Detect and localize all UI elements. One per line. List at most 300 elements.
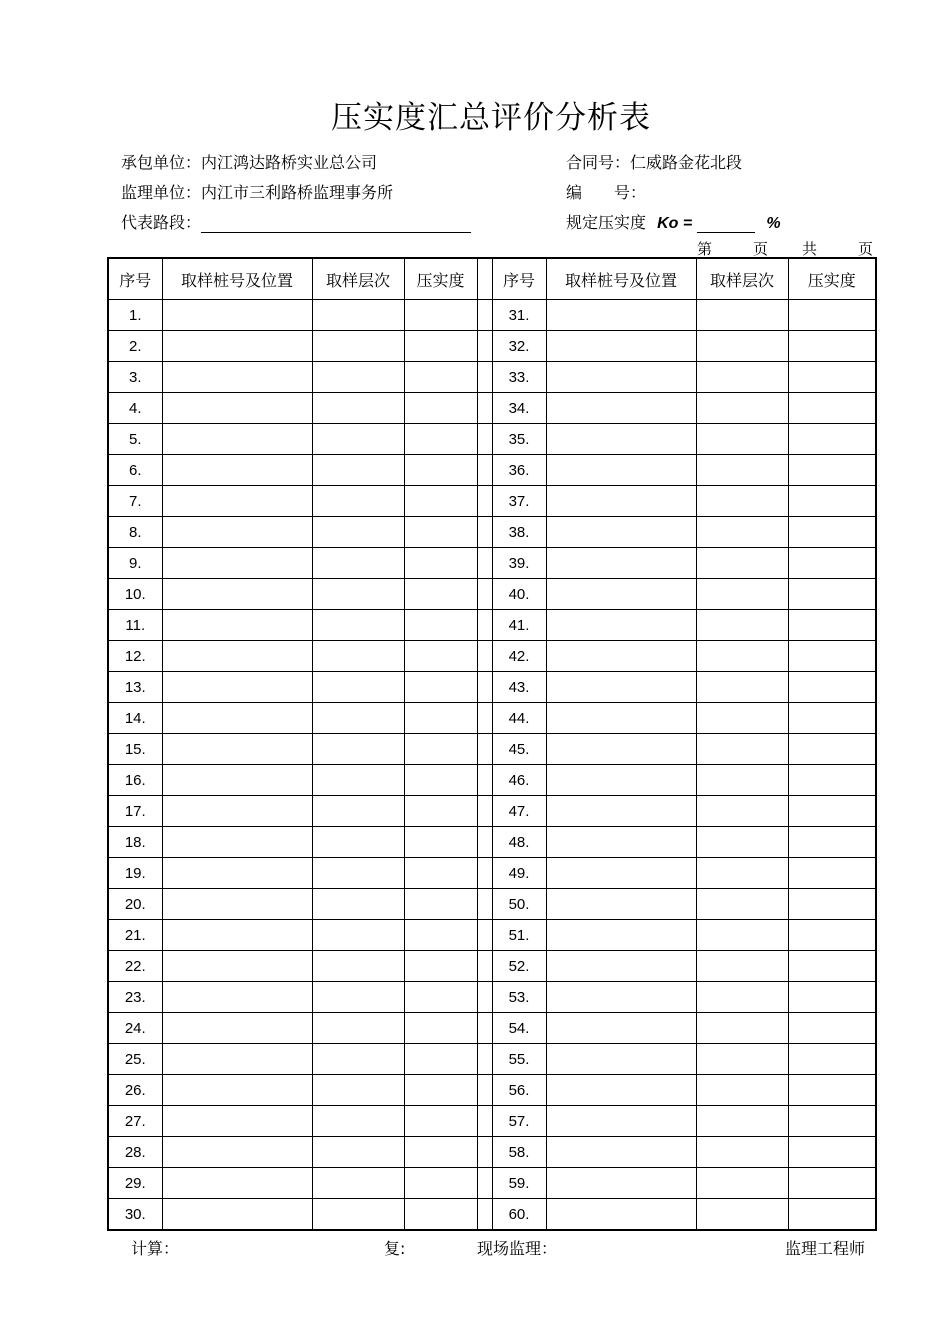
layer-cell (312, 362, 404, 393)
compaction-cell (788, 1075, 876, 1106)
contractor-value: 内江鸿达路桥实业总公司 (201, 153, 378, 172)
layer-cell (312, 982, 404, 1013)
station-cell (546, 982, 696, 1013)
compaction-cell (404, 672, 477, 703)
station-cell (546, 362, 696, 393)
compaction-cell (404, 951, 477, 982)
compaction-cell (404, 1199, 477, 1231)
station-cell (162, 734, 312, 765)
table-gap (477, 1168, 492, 1199)
station-cell (546, 1106, 696, 1137)
table-gap (477, 672, 492, 703)
station-cell (162, 796, 312, 827)
table-gap (477, 1199, 492, 1231)
table-row (108, 641, 876, 672)
table-gap (477, 1106, 492, 1137)
compaction-cell (788, 672, 876, 703)
layer-cell (696, 1044, 788, 1075)
compaction-cell (404, 424, 477, 455)
layer-cell (312, 703, 404, 734)
row-number: 34. (492, 393, 546, 424)
station-cell (162, 920, 312, 951)
row-number: 22. (108, 951, 162, 982)
ko-blank (697, 216, 755, 233)
station-cell (162, 982, 312, 1013)
row-number: 5. (108, 424, 162, 455)
compaction-cell (404, 1106, 477, 1137)
station-cell (162, 610, 312, 641)
row-number: 27. (108, 1106, 162, 1137)
row-number: 8. (108, 517, 162, 548)
table-gap (477, 610, 492, 641)
station-cell (546, 1168, 696, 1199)
station-cell (162, 641, 312, 672)
station-cell (546, 455, 696, 486)
table-gap (477, 920, 492, 951)
station-cell (546, 703, 696, 734)
table-gap (477, 424, 492, 455)
layer-cell (696, 1013, 788, 1044)
table-row (108, 300, 876, 331)
station-cell (162, 765, 312, 796)
row-number: 37. (492, 486, 546, 517)
layer-cell (696, 331, 788, 362)
station-cell (162, 331, 312, 362)
row-number: 20. (108, 889, 162, 920)
layer-cell (312, 889, 404, 920)
layer-cell (312, 1199, 404, 1231)
station-cell (162, 424, 312, 455)
row-number: 4. (108, 393, 162, 424)
compaction-cell (788, 920, 876, 951)
compaction-cell (788, 517, 876, 548)
compaction-cell (404, 703, 477, 734)
station-cell (162, 951, 312, 982)
layer-cell (696, 1199, 788, 1231)
compaction-cell (788, 827, 876, 858)
compaction-cell (404, 393, 477, 424)
compaction-cell (404, 548, 477, 579)
row-number: 32. (492, 331, 546, 362)
station-cell (546, 486, 696, 517)
station-cell (546, 579, 696, 610)
contract-value: 仁威路金花北段 (630, 153, 743, 172)
station-cell (546, 827, 696, 858)
compaction-cell (404, 331, 477, 362)
row-number: 2. (108, 331, 162, 362)
layer-cell (696, 982, 788, 1013)
compaction-cell (788, 610, 876, 641)
layer-cell (312, 951, 404, 982)
row-number: 40. (492, 579, 546, 610)
row-number: 47. (492, 796, 546, 827)
layer-cell (696, 393, 788, 424)
station-cell (546, 393, 696, 424)
layer-cell (312, 1137, 404, 1168)
layer-cell (696, 1106, 788, 1137)
table-row (108, 827, 876, 858)
table-row (108, 393, 876, 424)
station-cell (546, 796, 696, 827)
row-number: 54. (492, 1013, 546, 1044)
ko-label: Ko = (657, 215, 693, 232)
station-cell (546, 610, 696, 641)
table-gap (477, 734, 492, 765)
supervisor-line (121, 180, 393, 203)
layer-cell (696, 920, 788, 951)
table-row (108, 765, 876, 796)
row-number: 10. (108, 579, 162, 610)
table-gap (477, 1137, 492, 1168)
layer-cell (696, 486, 788, 517)
station-cell (546, 1075, 696, 1106)
layer-cell (312, 765, 404, 796)
header-seq: 序号 (492, 258, 546, 300)
table-gap (477, 1013, 492, 1044)
table-gap (477, 486, 492, 517)
station-cell (162, 486, 312, 517)
page-label: 第 (697, 240, 713, 258)
compaction-cell (788, 796, 876, 827)
row-number: 7. (108, 486, 162, 517)
station-cell (546, 858, 696, 889)
layer-cell (312, 393, 404, 424)
station-cell (162, 827, 312, 858)
row-number: 9. (108, 548, 162, 579)
table-row (108, 796, 876, 827)
compaction-cell (404, 1168, 477, 1199)
header-station: 取样桩号及位置 (162, 258, 312, 300)
table-gap (477, 641, 492, 672)
compaction-cell (404, 1044, 477, 1075)
table-row (108, 672, 876, 703)
row-number: 53. (492, 982, 546, 1013)
row-number: 30. (108, 1199, 162, 1231)
station-cell (546, 1044, 696, 1075)
station-cell (546, 765, 696, 796)
layer-cell (312, 1075, 404, 1106)
table-row (108, 1013, 876, 1044)
table-row (108, 734, 876, 765)
compaction-cell (404, 982, 477, 1013)
table-row (108, 486, 876, 517)
contractor-label: 承包单位： (121, 153, 202, 172)
row-number: 1. (108, 300, 162, 331)
table-gap (477, 517, 492, 548)
station-cell (162, 889, 312, 920)
row-number: 36. (492, 455, 546, 486)
station-cell (546, 672, 696, 703)
row-number: 46. (492, 765, 546, 796)
table-row (108, 858, 876, 889)
station-cell (546, 920, 696, 951)
row-number: 17. (108, 796, 162, 827)
compaction-cell (404, 889, 477, 920)
layer-cell (696, 362, 788, 393)
table-gap (477, 455, 492, 486)
row-number: 59. (492, 1168, 546, 1199)
layer-cell (312, 1044, 404, 1075)
supervisor-label: 监理单位： (121, 183, 202, 202)
table-row (108, 982, 876, 1013)
layer-cell (696, 889, 788, 920)
table-row (108, 362, 876, 393)
layer-cell (696, 734, 788, 765)
station-cell (162, 672, 312, 703)
row-number: 43. (492, 672, 546, 703)
layer-cell (312, 858, 404, 889)
compaction-cell (404, 579, 477, 610)
table-row (108, 331, 876, 362)
table-gap (477, 889, 492, 920)
row-number: 24. (108, 1013, 162, 1044)
total-unit: 页 (858, 240, 874, 258)
row-number: 21. (108, 920, 162, 951)
compaction-cell (404, 796, 477, 827)
table-gap (477, 1075, 492, 1106)
table-row (108, 1075, 876, 1106)
layer-cell (696, 672, 788, 703)
station-cell (546, 1199, 696, 1231)
layer-cell (696, 517, 788, 548)
compaction-cell (788, 858, 876, 889)
compaction-cell (788, 765, 876, 796)
table-row (108, 424, 876, 455)
header-compaction: 压实度 (788, 258, 876, 300)
row-number: 45. (492, 734, 546, 765)
row-number: 25. (108, 1044, 162, 1075)
station-cell (162, 1013, 312, 1044)
layer-cell (312, 672, 404, 703)
row-number: 57. (492, 1106, 546, 1137)
table-gap (477, 1044, 492, 1075)
layer-cell (312, 331, 404, 362)
compaction-cell (788, 889, 876, 920)
compaction-cell (404, 610, 477, 641)
station-cell (162, 1199, 312, 1231)
row-number: 42. (492, 641, 546, 672)
compaction-cell (788, 486, 876, 517)
header-layer: 取样层次 (696, 258, 788, 300)
contract-label: 合同号： (566, 153, 631, 172)
section-blank (201, 214, 471, 233)
spec-label: 规定压实度 (566, 213, 647, 232)
station-cell (546, 889, 696, 920)
compaction-cell (404, 765, 477, 796)
compaction-cell (404, 1137, 477, 1168)
compaction-cell (788, 362, 876, 393)
layer-cell (312, 579, 404, 610)
row-number: 55. (492, 1044, 546, 1075)
station-cell (162, 455, 312, 486)
row-number: 58. (492, 1137, 546, 1168)
station-cell (162, 1168, 312, 1199)
row-number: 23. (108, 982, 162, 1013)
calc-label: 计算： (131, 1239, 180, 1258)
table-row (108, 579, 876, 610)
layer-cell (696, 610, 788, 641)
percent-sign: % (766, 215, 781, 232)
compaction-cell (404, 827, 477, 858)
station-cell (546, 300, 696, 331)
compaction-cell (404, 362, 477, 393)
table-gap (477, 362, 492, 393)
table-gap (477, 258, 492, 300)
header-seq: 序号 (108, 258, 162, 300)
compaction-cell (404, 455, 477, 486)
layer-cell (312, 548, 404, 579)
header-layer: 取样层次 (312, 258, 404, 300)
station-cell (162, 548, 312, 579)
table-gap (477, 703, 492, 734)
layer-cell (312, 455, 404, 486)
compaction-cell (404, 517, 477, 548)
station-cell (162, 300, 312, 331)
layer-cell (312, 734, 404, 765)
row-number: 6. (108, 455, 162, 486)
table-gap (477, 951, 492, 982)
row-number: 50. (492, 889, 546, 920)
table-row (108, 455, 876, 486)
supervisor-value: 内江市三利路桥监理事务所 (201, 183, 394, 202)
layer-cell (696, 827, 788, 858)
layer-cell (312, 1106, 404, 1137)
layer-cell (696, 641, 788, 672)
layer-cell (312, 486, 404, 517)
layer-cell (696, 796, 788, 827)
compaction-cell (788, 1106, 876, 1137)
compaction-cell (404, 920, 477, 951)
compaction-cell (788, 641, 876, 672)
layer-cell (312, 424, 404, 455)
station-cell (546, 331, 696, 362)
layer-cell (696, 1075, 788, 1106)
table-gap (477, 579, 492, 610)
station-cell (162, 362, 312, 393)
contractor-line (121, 150, 377, 173)
table-row (108, 920, 876, 951)
row-number: 51. (492, 920, 546, 951)
row-number: 19. (108, 858, 162, 889)
station-cell (546, 951, 696, 982)
layer-cell (312, 610, 404, 641)
table-row (108, 1199, 876, 1231)
row-number: 29. (108, 1168, 162, 1199)
table-gap (477, 331, 492, 362)
number-line (566, 180, 646, 203)
table-row (108, 610, 876, 641)
layer-cell (312, 1013, 404, 1044)
row-number: 49. (492, 858, 546, 889)
table-gap (477, 393, 492, 424)
row-number: 33. (492, 362, 546, 393)
compaction-cell (404, 300, 477, 331)
table-row (108, 889, 876, 920)
layer-cell (312, 517, 404, 548)
row-number: 13. (108, 672, 162, 703)
row-number: 38. (492, 517, 546, 548)
layer-cell (696, 1168, 788, 1199)
row-number: 52. (492, 951, 546, 982)
layer-cell (312, 827, 404, 858)
station-cell (162, 1075, 312, 1106)
table-gap (477, 982, 492, 1013)
site-supervisor-label: 现场监理： (477, 1239, 558, 1258)
layer-cell (312, 920, 404, 951)
layer-cell (696, 300, 788, 331)
compaction-cell (788, 1044, 876, 1075)
compaction-cell (404, 734, 477, 765)
layer-cell (696, 703, 788, 734)
compaction-cell (404, 1075, 477, 1106)
spec-line (566, 210, 781, 233)
row-number: 18. (108, 827, 162, 858)
station-cell (162, 1044, 312, 1075)
compaction-cell (788, 393, 876, 424)
row-number: 35. (492, 424, 546, 455)
layer-cell (312, 1168, 404, 1199)
row-number: 60. (492, 1199, 546, 1231)
row-number: 12. (108, 641, 162, 672)
layer-cell (312, 641, 404, 672)
table-gap (477, 796, 492, 827)
compaction-cell (404, 641, 477, 672)
row-number: 11. (108, 610, 162, 641)
compaction-cell (788, 1199, 876, 1231)
compaction-cell (788, 548, 876, 579)
layer-cell (696, 1137, 788, 1168)
row-number: 28. (108, 1137, 162, 1168)
layer-cell (696, 765, 788, 796)
row-number: 26. (108, 1075, 162, 1106)
row-number: 44. (492, 703, 546, 734)
review-label: 复: (384, 1239, 406, 1258)
row-number: 14. (108, 703, 162, 734)
number-label: 编 号： (566, 183, 647, 202)
table-row (108, 517, 876, 548)
compaction-cell (788, 300, 876, 331)
compaction-cell (788, 703, 876, 734)
section-line (121, 210, 471, 233)
table-row (108, 703, 876, 734)
row-number: 16. (108, 765, 162, 796)
table-gap (477, 827, 492, 858)
station-cell (546, 424, 696, 455)
station-cell (546, 1013, 696, 1044)
total-label: 共 (802, 240, 818, 258)
table-gap (477, 548, 492, 579)
station-cell (546, 1137, 696, 1168)
station-cell (546, 548, 696, 579)
compaction-cell (404, 486, 477, 517)
header-compaction: 压实度 (404, 258, 477, 300)
table-header-row (108, 258, 876, 300)
table-row (108, 951, 876, 982)
layer-cell (696, 424, 788, 455)
station-cell (546, 734, 696, 765)
layer-cell (696, 455, 788, 486)
compaction-cell (788, 331, 876, 362)
layer-cell (696, 579, 788, 610)
layer-cell (312, 300, 404, 331)
compaction-cell (404, 858, 477, 889)
compaction-cell (788, 1137, 876, 1168)
compaction-cell (788, 1168, 876, 1199)
station-cell (162, 393, 312, 424)
compaction-cell (788, 734, 876, 765)
row-number: 48. (492, 827, 546, 858)
compaction-cell (788, 982, 876, 1013)
